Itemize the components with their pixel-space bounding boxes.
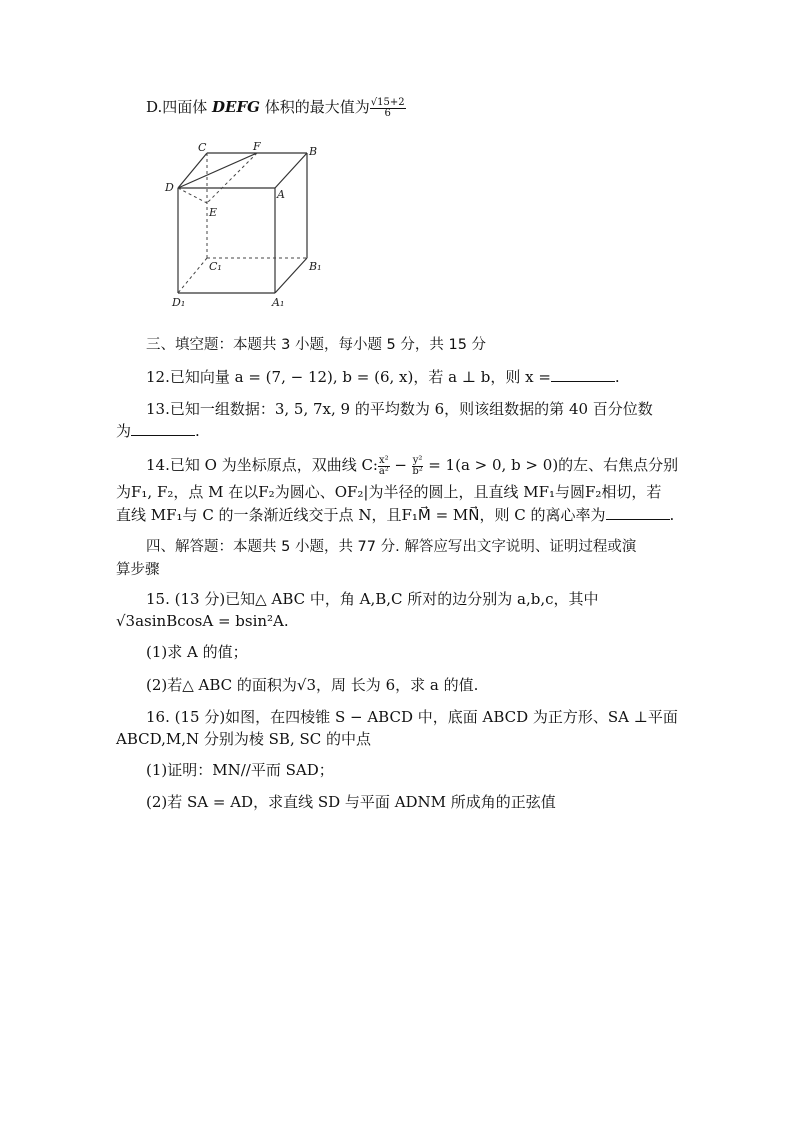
option-d-fraction (370, 98, 406, 119)
label-E: E (209, 206, 218, 219)
label-B1: B₁ (309, 260, 322, 273)
q14-line3-text: 直线 MF₁与 C 的一条渐近线交于点 N，且F₁M⃗ = MN⃗，则 C 的离心率为 (116, 506, 606, 524)
option-d (146, 96, 406, 119)
frac-y-num: y² (412, 454, 423, 466)
question-15-part2: (2)若△ ABC 的面积为√3，周 长为 6，求 a 的值. (146, 676, 479, 694)
question-14-line2: 为F₁, F₂，点 M 在以F₂为圆心、OF₂|为半径的圆上，且直线 MF₁与圆F₂相切，若 (116, 483, 662, 501)
edge-DC (178, 153, 207, 188)
question-13-line1: 13.已知一组数据：3, 5, 7x, 9 的平均数为 6，则该组数据的第 40 百分位数 (146, 400, 653, 418)
label-F: F (253, 140, 261, 153)
edge-DF (178, 153, 257, 188)
hidden-DE (178, 188, 207, 203)
section-4-title-line2: 算步骤 (116, 562, 160, 578)
frac-x-den: a² (378, 465, 389, 477)
question-16-line2: ABCD,M,N 分别为棱 SB, SC 的中点 (116, 730, 372, 748)
frac-denominator: 6 (384, 107, 391, 119)
question-15-line2: √3asinBcosA = bsin²A. (116, 612, 289, 630)
edge-B1A1 (275, 258, 307, 293)
label-C: C (198, 141, 207, 154)
option-d-prefix: D.四面体 (146, 98, 213, 116)
q13-prefix: 为 (116, 422, 132, 440)
q12-text: 12.已知向量 a = (7, − 12), b = (6, x)，若 a ⊥ b，则 x = (146, 368, 551, 386)
question-16-line1: 16. (15 分)如图，在四棱锥 S − ABCD 中，底面 ABCD 为正方形、SA ⊥平面 (146, 708, 678, 726)
label-A: A (277, 188, 285, 201)
label-B: B (309, 145, 318, 158)
option-d-mid: 体积的最大值为 (259, 98, 370, 116)
q14-tail: . (669, 506, 675, 524)
frac-numerator: √15+2 (370, 96, 405, 108)
q12-tail: . (614, 368, 620, 386)
question-14-line3 (116, 504, 674, 526)
q12-answer-blank[interactable] (551, 367, 615, 382)
cube-figure (160, 140, 330, 310)
q13-tail: . (195, 422, 200, 440)
q14-answer-blank[interactable] (606, 505, 670, 520)
question-16-part1: (1)证明：MN//平而 SAD； (146, 761, 334, 779)
question-13-line2 (116, 420, 200, 442)
q14-frac-y (412, 456, 424, 477)
question-15-line1: 15. (13 分)已知△ ABC 中，角 A,B,C 所对的边分别为 a,b,c，其中 (146, 590, 599, 608)
question-14-line1 (146, 454, 678, 477)
q14-rest: = 1(a > 0, b > 0)的左、右焦点分别 (423, 456, 679, 474)
label-C1: C₁ (209, 260, 222, 273)
q14-frac-x (378, 456, 390, 477)
edge-BA (275, 153, 307, 188)
section-4-title-line1: 四、解答题：本题共 5 小题，共 77 分. 解答应写出文字说明、证明过程或演 (146, 539, 637, 555)
label-D1: D₁ (172, 296, 186, 309)
question-16-part2: (2)若 SA = AD，求直线 SD 与平面 ADNM 所成角的正弦值 (146, 793, 556, 811)
hidden-C1D1 (178, 258, 207, 293)
option-d-var: DEFG (212, 98, 260, 116)
q14-minus: − (389, 456, 412, 474)
question-12 (146, 366, 620, 388)
q13-answer-blank[interactable] (131, 421, 195, 436)
hidden-FE (207, 153, 257, 203)
frac-y-den: b² (412, 465, 423, 477)
frac-x-num: x² (379, 454, 389, 466)
question-15-part1: (1)求 A 的值； (146, 643, 248, 661)
label-D: D (165, 181, 174, 194)
label-A1: A₁ (272, 296, 285, 309)
section-3-title: 三、填空题：本题共 3 小题，每小题 5 分，共 15 分 (146, 337, 487, 353)
q14-intro: 14.已知 O 为坐标原点，双曲线 C: (146, 456, 378, 474)
